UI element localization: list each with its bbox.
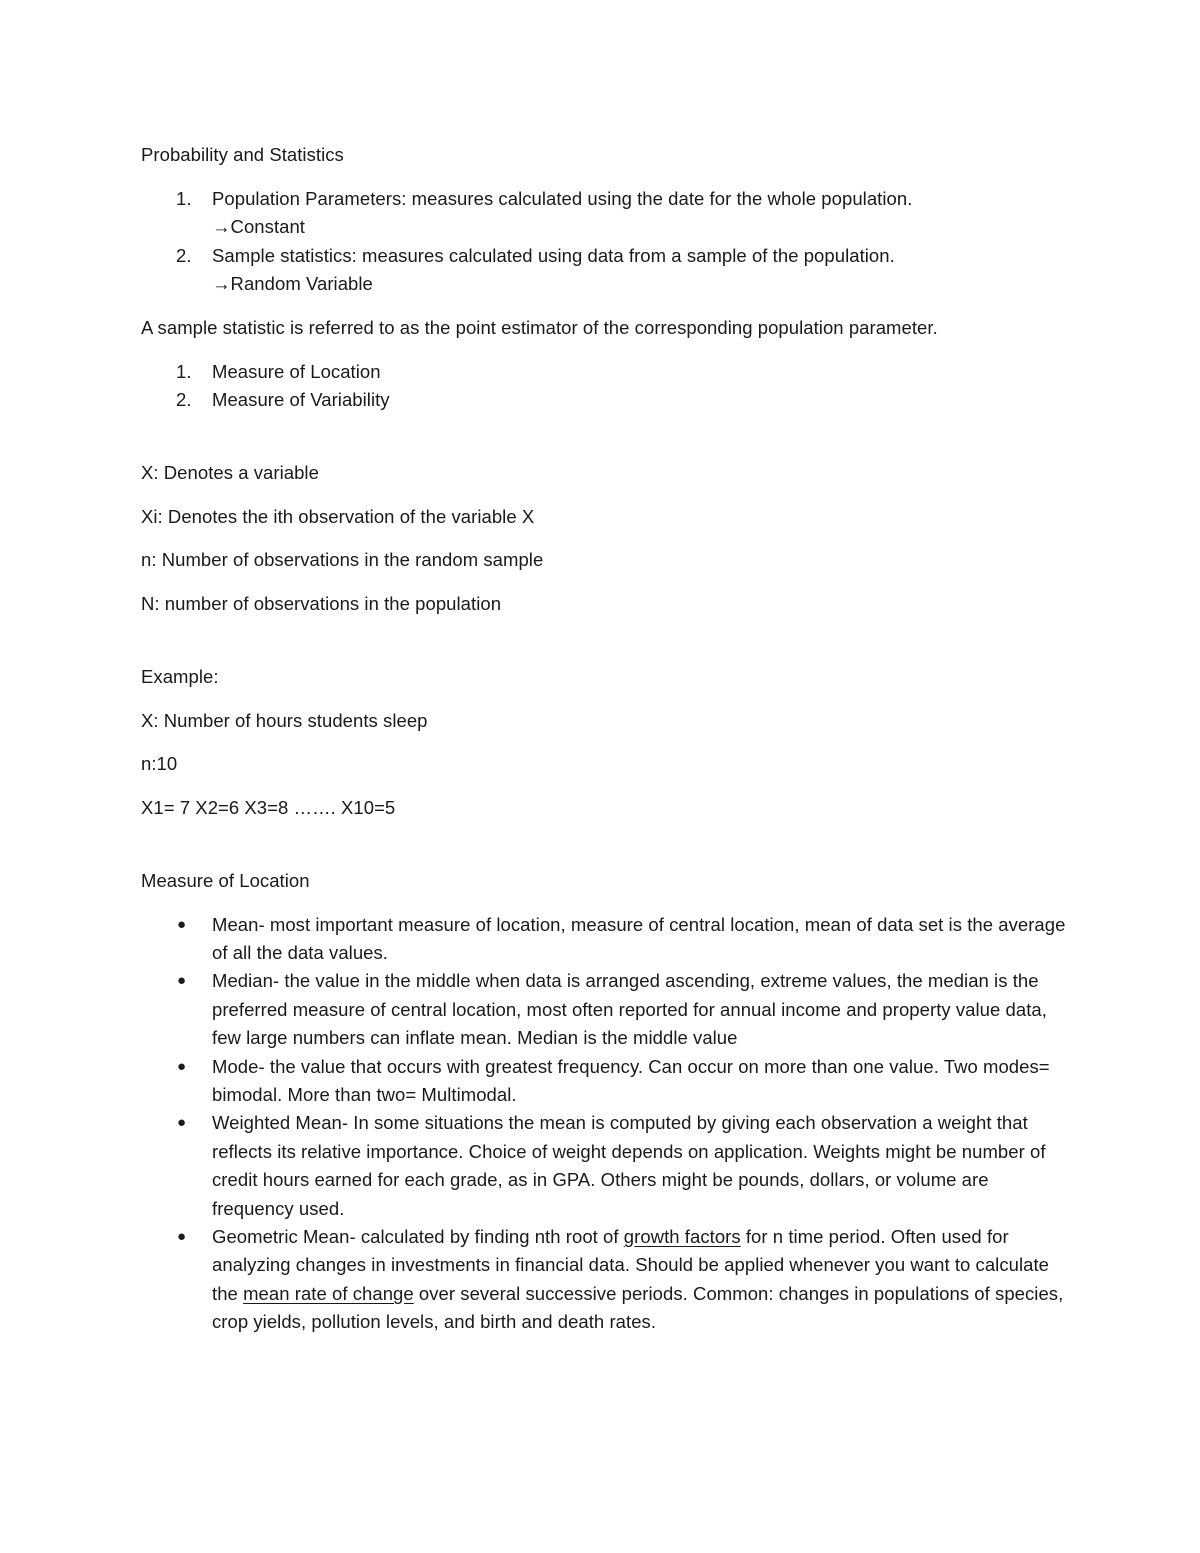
list-item-text: Sample statistics: measures calculated using data from a sample of the population. [212, 244, 895, 266]
list-item-text: Measure of Location [212, 360, 381, 382]
list-item [141, 185, 1071, 242]
document-body [141, 141, 1071, 1352]
list-number: 2. [176, 244, 192, 266]
example-heading: Example: [141, 665, 219, 687]
bullet-text-geometric-mean [212, 1226, 1063, 1332]
geometric-text-part: over several successive periods. Common: changes in populations of species, crop yields, pollution levels, and birth and death rates. [212, 1282, 1064, 1333]
measures-list [141, 358, 1071, 415]
parameters-list [141, 185, 1071, 299]
list-item-text: Measure of Variability [212, 389, 390, 411]
blank-line [141, 634, 1071, 662]
definition-line: N: number of observations in the population [141, 593, 502, 615]
bullet-icon: ● [177, 915, 187, 933]
geometric-text-part: for n time period. Often used for analyzing changes in investments in financial data. Should be applied whenever you want to calculate the [212, 1226, 1050, 1304]
document-title: Probability and Statistics [141, 144, 344, 165]
list-number: 1. [176, 360, 192, 382]
list-item [141, 1053, 1071, 1110]
blank-line [141, 838, 1071, 866]
definition-line: X: Denotes a variable [141, 461, 319, 483]
definition-line: Xi: Denotes the ith observation of the variable X [141, 505, 535, 527]
section-heading: Measure of Location [141, 869, 310, 891]
list-item [141, 1223, 1071, 1337]
growth-factors-underlined: growth factors [623, 1226, 741, 1248]
list-item [141, 242, 1071, 299]
example-line: n:10 [141, 753, 178, 775]
list-item [141, 911, 1071, 968]
list-item-note: →Constant [212, 216, 305, 238]
point-estimator-paragraph: A sample statistic is referred to as the point estimator of the corresponding population parameter. [141, 317, 938, 339]
geometric-text-part: Geometric Mean- calculated by finding nth root of [212, 1226, 624, 1248]
location-bullet-list [141, 911, 1071, 1337]
bullet-text-weighted-mean: Weighted Mean- In some situations the mean is computed by giving each observation a weight that reflects its relative importance. Choice of weight depends on application. Weights might be number of credit hours earned for each grade, as in GPA. Others might be pounds, dollars, or volume are frequency used. [212, 1112, 1046, 1219]
list-item [141, 967, 1071, 1052]
list-item [141, 1109, 1071, 1223]
bullet-text-mean: Mean- most important measure of location, measure of central location, mean of data set is the average of all the data values. [212, 913, 1066, 963]
list-item [141, 358, 1071, 386]
list-number: 1. [176, 187, 192, 209]
bullet-icon: ● [177, 1228, 187, 1246]
definition-line: n: Number of observations in the random sample [141, 549, 544, 571]
list-number: 2. [176, 389, 192, 411]
bullet-icon: ● [177, 1114, 187, 1132]
bullet-text-mode: Mode- the value that occurs with greatest frequency. Can occur on more than one value. Two modes= bimodal. More than two= Multimodal. [212, 1055, 1050, 1106]
example-line: X: Number of hours students sleep [141, 709, 428, 731]
bullet-text-median: Median- the value in the middle when data is arranged ascending, extreme values, the median is the preferred measure of central location, most often reported for annual income and property value data, few large numbers can inflate mean. Median is the middle value [212, 970, 1047, 1049]
example-line: X1= 7 X2=6 X3=8 ……. X10=5 [141, 797, 396, 819]
list-item [141, 386, 1071, 414]
bullet-icon: ● [177, 1057, 187, 1075]
mean-rate-of-change-underlined: mean rate of change [243, 1282, 414, 1304]
list-item-text: Population Parameters: measures calculated using the date for the whole population. [212, 187, 913, 209]
list-item-note: →Random Variable [212, 273, 373, 295]
bullet-icon: ● [177, 972, 187, 990]
blank-line [141, 430, 1071, 458]
